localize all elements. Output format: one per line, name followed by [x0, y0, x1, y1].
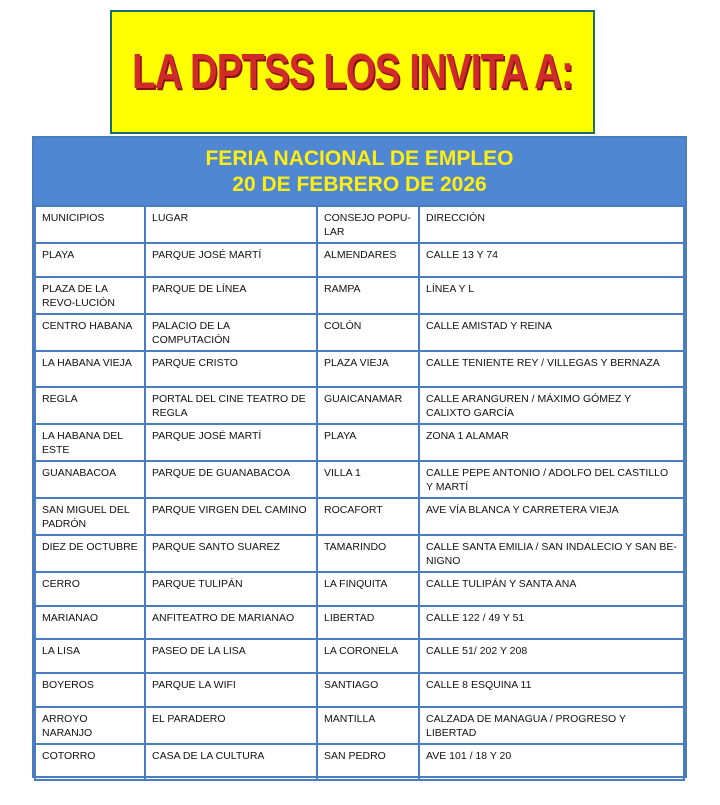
table-row	[35, 498, 684, 535]
direccion-cell: CALLE TENIENTE REY / VILLEGAS Y BERNAZA	[419, 351, 684, 387]
table-row	[35, 673, 684, 707]
table-row	[35, 424, 684, 461]
direccion-cell: LÍNEA Y L	[419, 277, 684, 314]
consejo-popular-cell: PLAYA	[317, 424, 419, 461]
table-row	[35, 744, 684, 780]
column-header: LUGAR	[145, 206, 317, 243]
lugar-cell: ANFITEATRO DE MARIANAO	[145, 606, 317, 639]
consejo-popular-cell: RAMPA	[317, 277, 419, 314]
lugar-cell: PARQUE JOSÉ MARTÍ	[145, 243, 317, 277]
municipio-cell: BOYEROS	[35, 673, 145, 707]
lugar-cell: PARQUE DE GUANABACOA	[145, 461, 317, 498]
lugar-cell: PORTAL DEL CINE TEATRO DE REGLA	[145, 387, 317, 424]
consejo-popular-cell: LA FINQUITA	[317, 572, 419, 606]
consejo-popular-cell: SANTIAGO	[317, 673, 419, 707]
direccion-cell: CALLE SANTA EMILIA / SAN INDALECIO Y SAN BE-NIGNO	[419, 535, 684, 572]
consejo-popular-cell: ALMENDARES	[317, 243, 419, 277]
consejo-popular-cell: GUAICANAMAR	[317, 387, 419, 424]
table-row	[35, 387, 684, 424]
lugar-cell: PALACIO DE LA COMPUTACIÓN	[145, 314, 317, 351]
consejo-popular-cell: LIBERTAD	[317, 606, 419, 639]
direccion-cell: CALLE TULIPÁN Y SANTA ANA	[419, 572, 684, 606]
table-row	[35, 314, 684, 351]
consejo-popular-cell: COLÓN	[317, 314, 419, 351]
table-row	[35, 606, 684, 639]
consejo-popular-cell: PLAZA VIEJA	[317, 351, 419, 387]
table-row	[35, 351, 684, 387]
direccion-cell: CALZADA DE MANAGUA / PROGRESO Y LIBERTAD	[419, 707, 684, 744]
direccion-cell: CALLE 51/ 202 Y 208	[419, 639, 684, 673]
consejo-popular-cell: LA CORONELA	[317, 639, 419, 673]
column-header: MUNICIPIOS	[35, 206, 145, 243]
lugar-cell: PARQUE DE LÍNEA	[145, 277, 317, 314]
column-header: CONSEJO POPU-LAR	[317, 206, 419, 243]
direccion-cell: CALLE 8 ESQUINA 11	[419, 673, 684, 707]
municipio-cell: MARIANAO	[35, 606, 145, 639]
municipio-cell: PLAZA DE LA REVO-LUCIÓN	[35, 277, 145, 314]
consejo-popular-cell: VILLA 1	[317, 461, 419, 498]
table-header-row	[35, 206, 684, 243]
municipio-cell: PLAYA	[35, 243, 145, 277]
table-row	[35, 461, 684, 498]
direccion-cell: CALLE AMISTAD Y REINA	[419, 314, 684, 351]
lugar-cell: PASEO DE LA LISA	[145, 639, 317, 673]
direccion-cell: CALLE 13 Y 74	[419, 243, 684, 277]
event-title: FERIA NACIONAL DE EMPLEO	[205, 146, 514, 170]
lugar-cell: PARQUE SANTO SUAREZ	[145, 535, 317, 572]
table-row	[35, 243, 684, 277]
lugar-cell: PARQUE JOSÉ MARTÍ	[145, 424, 317, 461]
fair-schedule-card	[32, 136, 687, 778]
consejo-popular-cell: SAN PEDRO	[317, 744, 419, 780]
direccion-cell: CALLE 122 / 49 Y 51	[419, 606, 684, 639]
municipio-cell: ARROYO NARANJO	[35, 707, 145, 744]
direccion-cell: AVE 101 / 18 Y 20	[419, 744, 684, 780]
table-row	[35, 535, 684, 572]
municipio-cell: CERRO	[35, 572, 145, 606]
invitation-banner	[110, 10, 595, 134]
municipio-cell: GUANABACOA	[35, 461, 145, 498]
municipio-cell: COTORRO	[35, 744, 145, 780]
lugar-cell: PARQUE LA WIFI	[145, 673, 317, 707]
municipio-cell: CENTRO HABANA	[35, 314, 145, 351]
lugar-cell: EL PARADERO	[145, 707, 317, 744]
lugar-cell: PARQUE TULIPÁN	[145, 572, 317, 606]
direccion-cell: ZONA 1 ALAMAR	[419, 424, 684, 461]
table-row	[35, 639, 684, 673]
consejo-popular-cell: TAMARINDO	[317, 535, 419, 572]
table-row	[35, 572, 684, 606]
municipio-cell: SAN MIGUEL DEL PADRÓN	[35, 498, 145, 535]
banner-title: LA DPTSS LOS INVITA A:	[132, 45, 573, 99]
municipio-cell: REGLA	[35, 387, 145, 424]
table-row	[35, 707, 684, 744]
municipio-cell: LA HABANA VIEJA	[35, 351, 145, 387]
table-row	[35, 277, 684, 314]
direccion-cell: CALLE PEPE ANTONIO / ADOLFO DEL CASTILLO Y MARTÍ	[419, 461, 684, 498]
venues-table	[34, 205, 685, 781]
municipio-cell: DIEZ DE OCTUBRE	[35, 535, 145, 572]
municipio-cell: LA LISA	[35, 639, 145, 673]
direccion-cell: AVE VÍA BLANCA Y CARRETERA VIEJA	[419, 498, 684, 535]
column-header: DIRECCIÓN	[419, 206, 684, 243]
card-header	[34, 138, 685, 205]
lugar-cell: CASA DE LA CULTURA	[145, 744, 317, 780]
lugar-cell: PARQUE VIRGEN DEL CAMINO	[145, 498, 317, 535]
lugar-cell: PARQUE CRISTO	[145, 351, 317, 387]
direccion-cell: CALLE ARANGUREN / MÁXIMO GÓMEZ Y CALIXTO GARCÍA	[419, 387, 684, 424]
consejo-popular-cell: ROCAFORT	[317, 498, 419, 535]
municipio-cell: LA HABANA DEL ESTE	[35, 424, 145, 461]
event-date: 20 DE FEBRERO DE 2026	[232, 172, 487, 196]
consejo-popular-cell: MANTILLA	[317, 707, 419, 744]
